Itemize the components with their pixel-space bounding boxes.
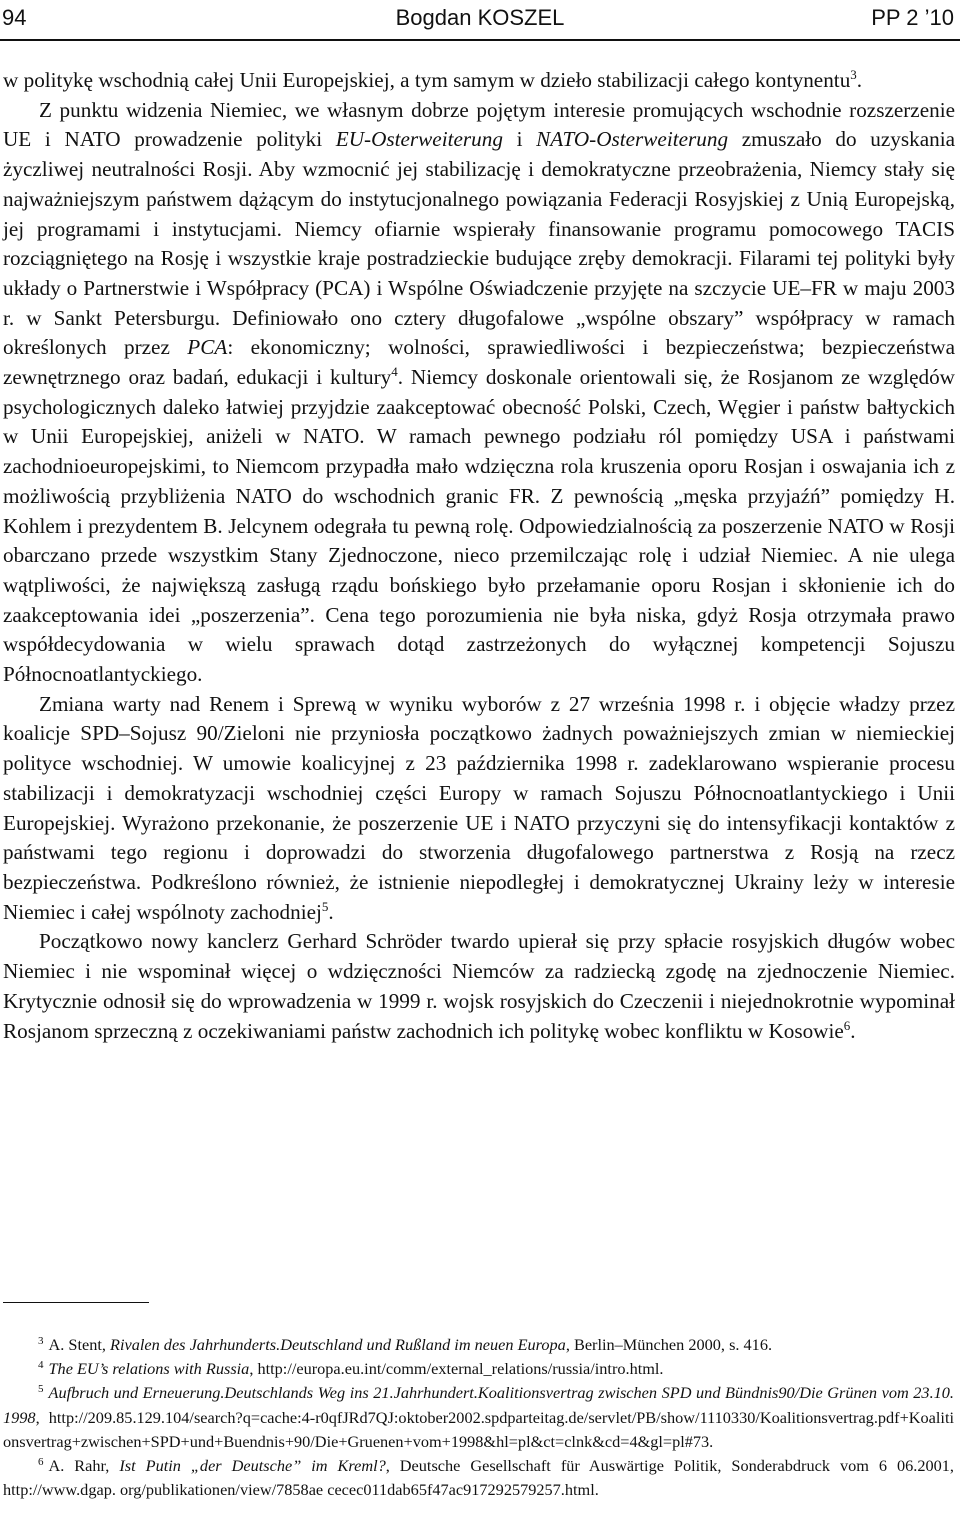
text-run: Z punktu widzenia Niemiec, we własnym dobrze pojętym interesie promujących wschodnie rozszerzenie UE i NATO prowadzenie polityki <box>3 97 955 152</box>
footnote-reference: 5 <box>321 898 329 914</box>
paragraph <box>3 927 955 1046</box>
footnote-reference: 3 <box>850 67 857 82</box>
text-run: . <box>856 68 863 92</box>
paragraph <box>3 66 955 96</box>
header-rule <box>0 39 960 41</box>
text-run: , http://209.85.129.104/search?q=cache:4-r0qfJRd7QJ:oktober2002.spdparteitag.de/servlet/PB/show/1110330/Koalitionsvertrag.pdf+Koalitionsvertrag+zwischen+SPD+und+Buendnis+90/Die+Gruenen+vom+1998&hl=pl&ct=clnk&cd=4&gl=pl#73. <box>3 1407 954 1451</box>
text-run: , Berlin–München 2000, s. 416. <box>565 1335 773 1354</box>
running-header <box>0 0 960 34</box>
italic-text: Aufbruch und Erneuerung.Deutschlands Weg ins 21.Jahrhundert.Koalitionsvertrag zwischen SPD und Bündnis90/Die Grünen vom 23.10.1998 <box>3 1383 954 1427</box>
header-author: Bogdan KOSZEL <box>395 5 565 30</box>
text-run: . <box>850 1018 856 1043</box>
footnote <box>3 1333 954 1357</box>
text-run: w politykę wschodnią całej Unii Europejskiej, a tym samym w dzieło stabilizacji całego kontynentu <box>3 68 851 92</box>
footnote-reference: 4 <box>391 364 398 380</box>
footnote-number: 3 <box>38 1335 44 1347</box>
italic-text: The EU’s relations with Russia <box>48 1359 250 1379</box>
italic-text: Rivalen des Jahrhunderts.Deutschland und Rußland im neuen Europa <box>110 1335 566 1354</box>
italic-text: PCA <box>187 335 228 360</box>
text-run: Zmiana warty nad Renem i Sprewą w wyniku wyborów z 27 września 1998 r. i objęcie władzy przez koalicje SPD–Sojusz 90/Zieloni nie przyniosła początkowo żadnych poważniejszych zmian w niemieckiej polityce wschodniej. W umowie koalicyjnej z 23 października 1998 r. zadeklarowano wspieranie procesu stabilizacji i demokratyzacji wschodniej części Europy w ramach Sojuszu Północnoatlantyckiego i Unii Europejskiej. Wyrażono przekonanie, że poszerzenie UE i NATO przyczyni się do intensyfikacji kontaktów z państwami tego regionu i doprowadzi do stworzenia długofalowego partnerstwa z Rosją na rzecz bezpieczeństwa. Podkreślono również, że istnienie niepodległej i demokratycznej Ukrainy leży w interesie Niemiec i całej wspólnoty zachodniej <box>3 691 955 924</box>
footnote-number: 6 <box>38 1456 44 1469</box>
footnote <box>3 1357 954 1381</box>
paragraph <box>3 690 955 928</box>
text-run: , http://europa.eu.int/comm/external_relations/russia/intro.html. <box>249 1359 664 1379</box>
footnotes <box>3 1333 954 1502</box>
footnote <box>3 1381 954 1454</box>
italic-text: EU-Osterweiterung <box>335 127 503 152</box>
footnote-reference: 6 <box>843 1017 851 1033</box>
italic-text: NATO-Osterweiterung <box>536 127 729 152</box>
text-run: , Deutsche Gesellschaft für Auswärtige Politik, Sonderabdruck vom 6 06.2001, http://www.dgap. org/publikationen/view/7858ae cecec011dab65f47ac917292579257.html. <box>3 1456 954 1500</box>
text-run: . Niemcy doskonale orientowali się, że Rosjanom ze względów psychologicznych daleko łatwiej przyjdzie zaakceptować obecność Polski, Czech, Węgier i państw bałtyckich w Unii Europejskiej, aniżeli w NATO. W ramach pewnego podziału ról pomiędzy USA i państwami zachodnioeuropejskimi, to Niemcom przypadła mało wdzięczna rola kruszenia oporu Rosjan i oswajania ich z możliwością przybliżenia NATO do wschodnich granic FR. Z pewnością „męska przyjaźń” pomiędzy H. Kohlem i prezydentem B. Jelcynem odegrała tu pewną rolę. Odpowiedzialnością za poszerzenie NATO w Rosji obarczano przede wszystkim Stany Zjednoczone, nieco przemilczając rolę i udział Niemiec. A nie ulega wątpliwości, że największą zasługą rządu bońskiego było przełamanie oporu Rosjan i skłonienie ich do zaakceptowania idei „poszerzenia”. Cena tego porozumienia nie była niska, gdyż Rosja otrzymała prawo współdecydowania w wielu sprawach dotąd zastrzeżonych do wyłącznej kompetencji Sojuszu Północnoatlantyckiego. <box>3 365 955 687</box>
footnote <box>3 1454 954 1502</box>
italic-text: Ist Putin „der Deutsche” im Kreml? <box>119 1456 386 1476</box>
header-journal: PP 2 ’10 <box>871 5 954 30</box>
body-text <box>3 66 955 1046</box>
text-run: A. Stent, <box>48 1335 111 1354</box>
page-number: 94 <box>2 5 27 30</box>
text-run: : ekonomiczny; wolności, sprawiedliwości i bezpieczeństwa; bezpieczeństwa zewnętrznego oraz badań, edukacji i kultury <box>3 335 955 390</box>
text-run: zmuszało do uzyskania życzliwej neutralności Rosji. Aby wzmocnić jej stabilizację i demokratyczne przeobrażenia, Niemcy stały się najważniejszym państwem dążącym do instytucjonalnego powiązania Federacji Rosyjskiej z Unią Europejską, jej programami i instytucjami. Niemcy ofiarnie wspierały finansowanie programu pomocowego TACIS rozciągniętego na Rosję i wszystkie kraje postradzieckie budujące zręby demokracji. Filarami tej polityki były układy o Partnerstwie i Współpracy (PCA) i Wspólne Oświadczenie przyjęte na szczycie UE–FR w maju 2003 r. w Sankt Petersburgu. Definiowało ono cztery długofalowe „wspólne obszary” współpracy w ramach określonych przez <box>3 127 955 360</box>
footnote-separator <box>3 1302 149 1303</box>
paragraph <box>3 96 955 690</box>
text-run: A. Rahr, <box>48 1456 120 1476</box>
text-run: . <box>328 899 334 924</box>
footnote-number: 4 <box>38 1359 44 1372</box>
text-run: i <box>502 127 537 152</box>
footnote-number: 5 <box>38 1383 44 1396</box>
text-run: Początkowo nowy kanclerz Gerhard Schröder twardo upierał się przy spłacie rosyjskich długów wobec Niemiec i nie wspominał więcej o wdzięczności Niemców za radziecką zgodę na zjednoczenie Niemiec. Krytycznie odnosił się do wprowadzenia w 1999 r. wojsk rosyjskich do Czeczenii i niejednokrotnie wypominał Rosjanom sprzeczną z oczekiwaniami państw zachodnich ich politykę wobec konfliktu w Kosowie <box>3 929 955 1043</box>
